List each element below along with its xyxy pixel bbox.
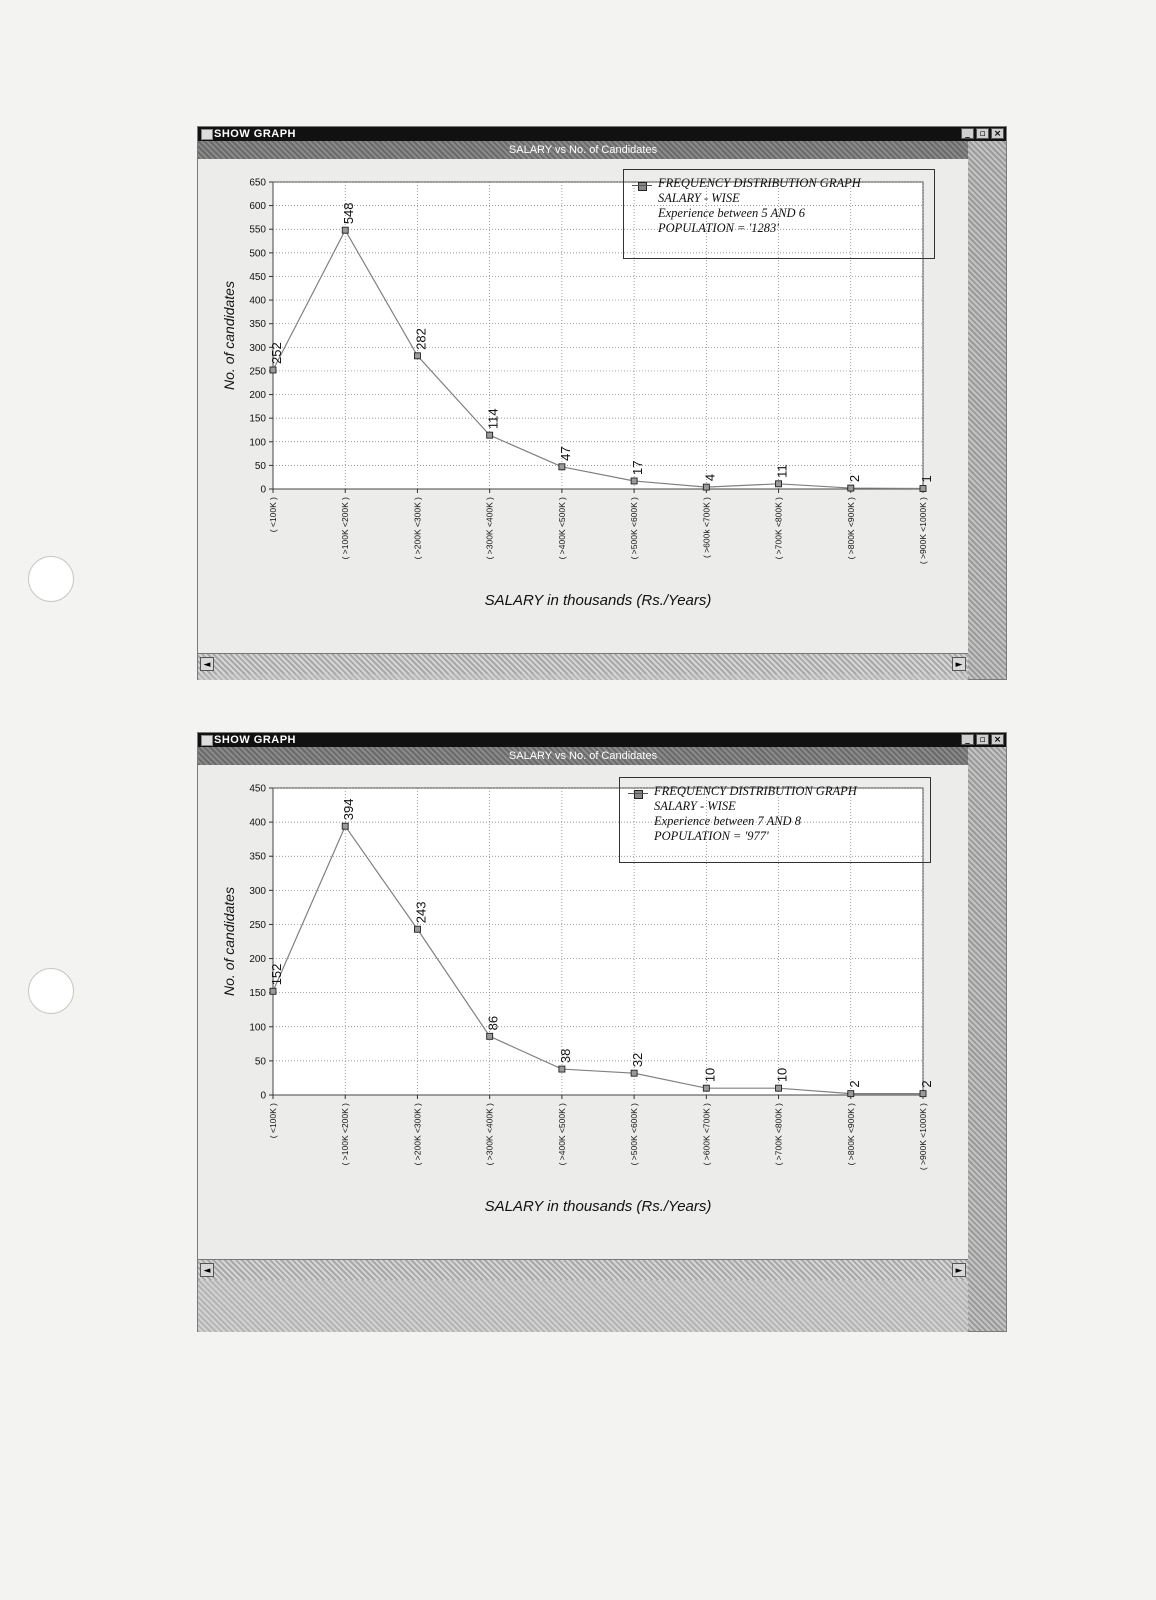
data-point bbox=[487, 432, 493, 438]
legend-line-icon bbox=[632, 185, 652, 186]
data-point bbox=[414, 353, 420, 359]
restore-button[interactable]: ▫ bbox=[976, 128, 989, 139]
data-label: 114 bbox=[485, 408, 501, 430]
y-tick-label: 250 bbox=[249, 919, 266, 931]
y-tick-label: 250 bbox=[249, 366, 266, 378]
data-point bbox=[920, 486, 926, 492]
close-button[interactable]: × bbox=[991, 128, 1004, 139]
minimize-button[interactable]: _ bbox=[961, 128, 974, 139]
y-tick-label: 150 bbox=[249, 413, 266, 425]
scroll-right-arrow[interactable]: ► bbox=[952, 657, 966, 671]
x-tick-label: ( >800K <900K ) bbox=[845, 1103, 856, 1166]
data-label: 2 bbox=[919, 1080, 934, 1088]
chart-legend bbox=[623, 169, 935, 259]
data-label: 243 bbox=[413, 901, 429, 924]
x-axis-title: SALARY in thousands (Rs./Years) bbox=[484, 1198, 712, 1215]
data-label: 86 bbox=[485, 1015, 501, 1031]
window-title: SHOW GRAPH bbox=[214, 734, 296, 746]
x-axis-title: SALARY in thousands (Rs./Years) bbox=[484, 592, 712, 609]
y-tick-label: 300 bbox=[249, 342, 266, 354]
y-tick-label: 0 bbox=[260, 484, 266, 496]
x-tick-label: ( >200K <300K ) bbox=[412, 1103, 423, 1166]
window-bottom-area bbox=[198, 1280, 968, 1332]
x-tick-label: ( >100K <200K ) bbox=[340, 1103, 351, 1166]
legend-marker-icon bbox=[638, 182, 647, 191]
y-tick-label: 0 bbox=[260, 1090, 266, 1102]
legend-line-3: Experience between 7 AND 8 bbox=[654, 814, 801, 828]
data-label: 1 bbox=[919, 475, 934, 483]
y-tick-label: 200 bbox=[249, 390, 266, 402]
y-tick-label: 450 bbox=[249, 783, 266, 795]
y-tick-label: 650 bbox=[249, 177, 266, 189]
x-tick-label: ( >600k <700K ) bbox=[701, 497, 712, 558]
y-tick-label: 300 bbox=[249, 885, 266, 897]
y-tick-label: 150 bbox=[249, 988, 266, 1000]
legend-line-3: Experience between 5 AND 6 bbox=[658, 206, 805, 220]
y-tick-label: 450 bbox=[249, 271, 266, 283]
punch-hole-top bbox=[28, 556, 74, 602]
punch-hole-bottom bbox=[28, 968, 74, 1014]
x-tick-label: ( >400K <500K ) bbox=[556, 1103, 567, 1166]
legend-marker-icon bbox=[634, 790, 643, 799]
chart-area bbox=[198, 765, 968, 1259]
data-point bbox=[776, 1085, 782, 1091]
x-tick-label: ( <100K ) bbox=[268, 1103, 278, 1139]
horizontal-scrollbar[interactable] bbox=[198, 1259, 968, 1280]
y-tick-label: 400 bbox=[249, 295, 266, 307]
data-label: 152 bbox=[269, 963, 284, 986]
data-label: 38 bbox=[557, 1048, 573, 1064]
data-label: 548 bbox=[341, 202, 357, 225]
data-point bbox=[270, 988, 276, 994]
x-tick-label: ( >400K <500K ) bbox=[556, 497, 567, 560]
data-label: 2 bbox=[846, 474, 862, 483]
y-tick-label: 50 bbox=[254, 460, 266, 472]
chart-area bbox=[198, 159, 968, 653]
legend-line-icon bbox=[628, 793, 648, 794]
y-axis-title: No. of candidates bbox=[221, 281, 237, 390]
close-button[interactable]: × bbox=[991, 734, 1004, 745]
data-point bbox=[414, 926, 420, 932]
x-tick-label: ( >900K <1000K ) bbox=[918, 497, 928, 565]
data-label: 47 bbox=[557, 446, 573, 461]
data-point bbox=[342, 227, 348, 233]
x-tick-label: ( >300K <400K ) bbox=[484, 1103, 495, 1166]
y-tick-label: 100 bbox=[249, 1022, 266, 1034]
legend-population: POPULATION = '977' bbox=[654, 829, 769, 843]
vertical-scrollbar[interactable] bbox=[968, 747, 1006, 1331]
scroll-right-arrow[interactable]: ► bbox=[952, 1263, 966, 1277]
chart-title-bar: SALARY vs No. of Candidates bbox=[198, 747, 968, 765]
y-tick-label: 350 bbox=[249, 319, 266, 331]
legend-line-2: SALARY - WISE bbox=[658, 191, 740, 205]
data-point bbox=[487, 1033, 493, 1039]
y-tick-label: 100 bbox=[249, 437, 266, 449]
data-point bbox=[631, 478, 637, 484]
y-tick-label: 600 bbox=[249, 201, 266, 213]
data-label: 394 bbox=[341, 798, 357, 821]
y-tick-label: 200 bbox=[249, 954, 266, 966]
window-bottom-area bbox=[198, 674, 968, 680]
legend-series-name: FREQUENCY DISTRIBUTION GRAPH bbox=[658, 176, 861, 190]
x-tick-label: ( >900K <1000K ) bbox=[918, 1103, 928, 1171]
data-label: 10 bbox=[702, 1067, 718, 1083]
data-label: 17 bbox=[630, 460, 646, 475]
app-icon bbox=[201, 129, 213, 140]
graph-window-2 bbox=[197, 732, 1007, 1332]
x-tick-label: ( <100K ) bbox=[268, 497, 278, 533]
data-label: 10 bbox=[774, 1067, 790, 1083]
window-titlebar[interactable] bbox=[198, 127, 1006, 141]
x-tick-label: ( >700K <800K ) bbox=[773, 1103, 784, 1166]
y-tick-label: 550 bbox=[249, 224, 266, 236]
data-label: 11 bbox=[774, 464, 790, 478]
x-tick-label: ( >200K <300K ) bbox=[412, 497, 423, 560]
data-point bbox=[848, 485, 854, 491]
legend-population: POPULATION = '1283' bbox=[658, 221, 779, 235]
data-label: 32 bbox=[630, 1052, 646, 1068]
restore-button[interactable]: ▫ bbox=[976, 734, 989, 745]
x-tick-label: ( >600K <700K ) bbox=[701, 1103, 712, 1166]
data-point bbox=[559, 1066, 565, 1072]
data-label: 282 bbox=[413, 328, 429, 350]
data-label: 2 bbox=[846, 1080, 862, 1088]
chart-legend bbox=[619, 777, 931, 863]
chart-title-bar: SALARY vs No. of Candidates bbox=[198, 141, 968, 159]
x-tick-label: ( >300K <400K ) bbox=[484, 497, 495, 560]
data-point bbox=[631, 1070, 637, 1076]
data-point bbox=[559, 464, 565, 470]
legend-line-2: SALARY - WISE bbox=[654, 799, 736, 813]
x-tick-label: ( >800K <900K ) bbox=[845, 497, 856, 560]
x-tick-label: ( >100K <200K ) bbox=[340, 497, 351, 560]
legend-series-name: FREQUENCY DISTRIBUTION GRAPH bbox=[654, 784, 857, 798]
y-tick-label: 350 bbox=[249, 851, 266, 863]
y-tick-label: 500 bbox=[249, 248, 266, 260]
scroll-left-arrow[interactable]: ◄ bbox=[200, 657, 214, 671]
y-tick-label: 50 bbox=[254, 1056, 266, 1068]
x-tick-label: ( >500K <600K ) bbox=[629, 1103, 640, 1166]
data-point bbox=[703, 484, 709, 490]
data-point bbox=[920, 1091, 926, 1097]
scroll-left-arrow[interactable]: ◄ bbox=[200, 1263, 214, 1277]
minimize-button[interactable]: _ bbox=[961, 734, 974, 745]
window-title: SHOW GRAPH bbox=[214, 128, 296, 140]
y-tick-label: 400 bbox=[249, 817, 266, 829]
data-point bbox=[703, 1085, 709, 1091]
x-tick-label: ( >500K <600K ) bbox=[629, 497, 640, 560]
data-label: 252 bbox=[269, 342, 284, 364]
x-tick-label: ( >700K <800K ) bbox=[773, 497, 784, 560]
data-point bbox=[776, 481, 782, 487]
graph-window-1 bbox=[197, 126, 1007, 680]
data-point bbox=[848, 1091, 854, 1097]
data-point bbox=[270, 367, 276, 373]
app-icon bbox=[201, 735, 213, 746]
data-point bbox=[342, 823, 348, 829]
data-label: 4 bbox=[702, 473, 718, 482]
y-axis-title: No. of candidates bbox=[221, 887, 237, 996]
vertical-scrollbar[interactable] bbox=[968, 141, 1006, 679]
horizontal-scrollbar[interactable] bbox=[198, 653, 968, 674]
window-titlebar[interactable] bbox=[198, 733, 1006, 747]
